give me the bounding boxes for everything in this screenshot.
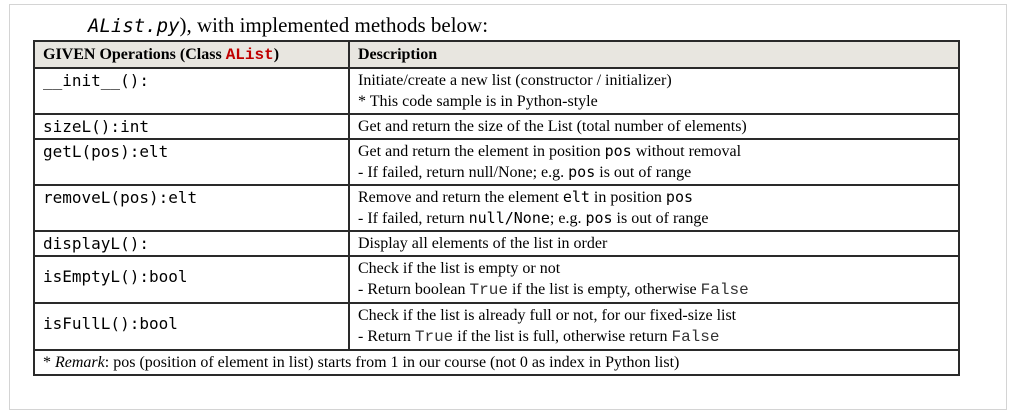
desc-line	[358, 326, 952, 348]
desc-displayL	[349, 231, 959, 256]
desc-text: - If failed, return	[358, 210, 469, 227]
table-row	[34, 303, 959, 350]
table-row	[34, 185, 959, 231]
op-isFullL: isFullL():bool	[34, 303, 349, 350]
desc-line	[358, 141, 952, 162]
desc-code: pos	[665, 188, 694, 206]
desc-code: elt	[562, 188, 590, 206]
header-operations-label: GIVEN Operations (Class	[43, 46, 226, 63]
desc-text: without removal	[631, 143, 742, 160]
op-displayL: displayL():	[34, 231, 349, 256]
desc-removeL	[349, 185, 959, 231]
remark-row	[34, 350, 959, 375]
desc-isFullL	[349, 303, 959, 350]
operations-table	[33, 40, 960, 376]
header-operations-suffix: )	[273, 46, 280, 63]
desc-line	[358, 208, 952, 229]
desc-text: ; e.g.	[549, 210, 586, 227]
desc-line	[358, 187, 952, 208]
desc-text: is out of range	[595, 164, 692, 181]
remark-label: Remark	[55, 354, 105, 371]
desc-text: - Return boolean	[358, 281, 470, 298]
desc-line: Display all elements of the list in order	[358, 235, 608, 252]
desc-text: if the list is full, otherwise return	[453, 328, 672, 345]
desc-code: False	[700, 281, 749, 299]
desc-text: Remove and return the element	[358, 189, 563, 206]
desc-text: - Return	[358, 328, 415, 345]
intro-text	[88, 11, 488, 40]
desc-isEmptyL	[349, 256, 959, 303]
table-row	[34, 114, 959, 139]
table-row	[34, 231, 959, 256]
desc-sizeL	[349, 114, 959, 139]
op-isEmptyL: isEmptyL():bool	[34, 256, 349, 303]
desc-code: pos	[604, 142, 632, 160]
desc-code: True	[414, 328, 454, 346]
header-operations	[34, 41, 349, 68]
desc-text: in position	[589, 189, 666, 206]
table-header-row	[34, 41, 959, 68]
remark-text: : pos (position of element in list) starts from 1 in our course (not 0 as index in Python list)	[104, 354, 680, 371]
desc-code: pos	[585, 209, 613, 227]
desc-code: True	[469, 281, 508, 299]
op-getL: getL(pos):elt	[34, 139, 349, 185]
header-description: Description	[349, 41, 959, 68]
desc-line: Initiate/create a new list (constructor / initializer)	[358, 72, 672, 89]
intro-code-name: AList.py	[88, 15, 180, 37]
remark-prefix: *	[43, 354, 55, 371]
desc-line: * This code sample is in Python-style	[358, 93, 598, 110]
desc-code: pos	[568, 163, 596, 181]
table-row	[34, 139, 959, 185]
desc-line: Check if the list is empty or not	[358, 260, 561, 277]
desc-line: Get and return the size of the List (total number of elements)	[358, 118, 747, 135]
desc-getL	[349, 139, 959, 185]
desc-line: Check if the list is already full or not, for our fixed-size list	[358, 307, 737, 324]
op-removeL: removeL(pos):elt	[34, 185, 349, 231]
desc-line	[358, 279, 952, 301]
desc-text: is out of range	[612, 210, 709, 227]
header-class-name: AList	[225, 46, 274, 64]
op-init: __init__():	[34, 68, 349, 114]
remark-cell	[34, 350, 959, 375]
table-row	[34, 68, 959, 114]
desc-code: null/None	[468, 209, 550, 227]
op-sizeL: sizeL():int	[34, 114, 349, 139]
desc-text: - If failed, return null/None; e.g.	[358, 164, 569, 181]
table-row	[34, 256, 959, 303]
desc-line	[358, 162, 952, 183]
desc-code: False	[671, 328, 720, 346]
desc-init	[349, 68, 959, 114]
desc-text: if the list is empty, otherwise	[507, 281, 701, 298]
desc-text: Get and return the element in position	[358, 143, 605, 160]
intro-sentence: ), with implemented methods below:	[179, 13, 489, 37]
